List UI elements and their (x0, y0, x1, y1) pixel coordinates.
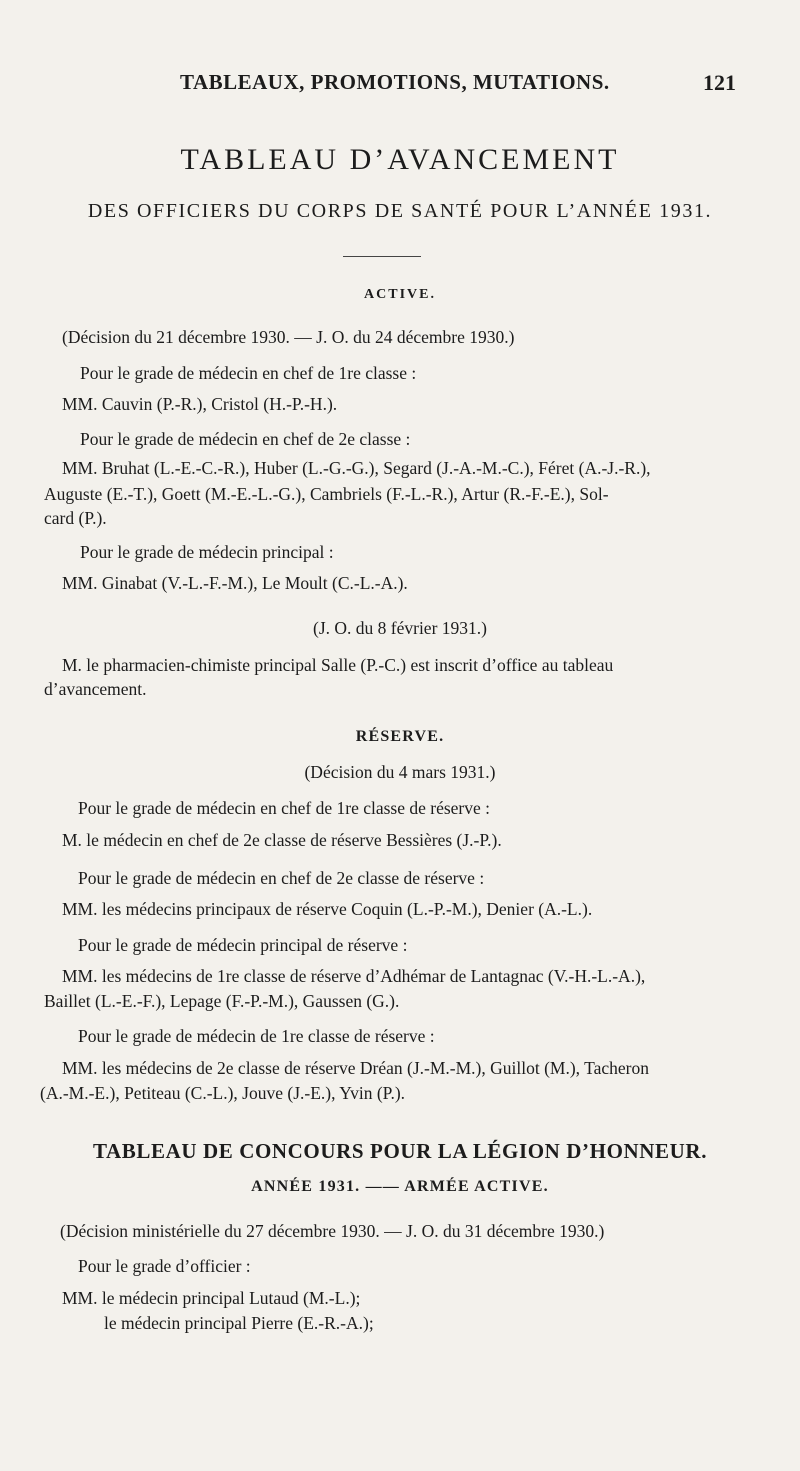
names-line: Baillet (L.-E.-F.), Lepage (F.-P.-M.), Gaussen (G.). (44, 991, 400, 1011)
section-heading-active: ACTIVE. (364, 287, 436, 302)
running-head: TABLEAUX, PROMOTIONS, MUTATIONS. (180, 70, 610, 94)
grade-heading: Pour le grade de médecin en chef de 2e classe de réserve : (78, 868, 485, 888)
page-subtitle: DES OFFICIERS DU CORPS DE SANTÉ POUR L’ANNÉE 1931. (87, 200, 713, 222)
grade-heading: Pour le grade de médecin de 1re classe de réserve : (78, 1026, 435, 1046)
names-line: MM. Bruhat (L.-E.-C.-R.), Huber (L.-G.-G.), Segard (J.-A.-M.-C.), Féret (A.-J.-R.), (62, 458, 651, 478)
names-line: MM. les médecins de 2e classe de réserve Dréan (J.-M.-M.), Guillot (M.), Tacheron (62, 1058, 649, 1078)
paragraph-line: M. le pharmacien-chimiste principal Salle (P.-C.) est inscrit d’office au tableau (62, 655, 614, 675)
grade-heading: Pour le grade de médecin principal de réserve : (78, 935, 408, 955)
section-subheading-legion: ANNÉE 1931. —— ARMÉE ACTIVE. (251, 1178, 549, 1195)
names-line: le médecin principal Pierre (E.-R.-A.); (104, 1313, 374, 1333)
grade-heading: Pour le grade de médecin principal : (80, 542, 334, 562)
paragraph-line: d’avancement. (44, 679, 147, 699)
page-number: 121 (703, 70, 736, 95)
grade-heading: Pour le grade de médecin en chef de 1re classe de réserve : (78, 798, 491, 818)
names-line: MM. Cauvin (P.-R.), Cristol (H.-P.-H.). (62, 394, 338, 414)
journal-officiel-line: (J. O. du 8 février 1931.) (313, 618, 487, 638)
names-line: (A.-M.-E.), Petiteau (C.-L.), Jouve (J.-E.), Yvin (P.). (40, 1083, 406, 1103)
names-line: Auguste (E.-T.), Goett (M.-E.-L.-G.), Cambriels (F.-L.-R.), Artur (R.-F.-E.), Sol- (44, 484, 609, 504)
title-rule (343, 256, 421, 257)
names-line: MM. les médecins principaux de réserve Coquin (L.-P.-M.), Denier (A.-L.). (62, 899, 593, 919)
section-heading-reserve: RÉSERVE. (355, 728, 445, 745)
grade-heading: Pour le grade d’officier : (78, 1256, 251, 1276)
names-line: MM. les médecins de 1re classe de réserve d’Adhémar de Lantagnac (V.-H.-L.-A.), (62, 966, 646, 986)
grade-heading: Pour le grade de médecin en chef de 1re classe : (80, 363, 417, 383)
names-line: card (P.). (44, 508, 107, 528)
names-line: M. le médecin en chef de 2e classe de réserve Bessières (J.-P.). (62, 830, 502, 850)
names-line: MM. Ginabat (V.-L.-F.-M.), Le Moult (C.-L.-A.). (62, 573, 408, 593)
grade-heading: Pour le grade de médecin en chef de 2e classe : (80, 429, 411, 449)
decision-line: (Décision ministérielle du 27 décembre 1930. — J. O. du 31 décembre 1930.) (60, 1221, 605, 1241)
page-title: TABLEAU D’AVANCEMENT (180, 143, 620, 176)
names-line: MM. le médecin principal Lutaud (M.-L.); (62, 1288, 361, 1308)
decision-line: (Décision du 4 mars 1931.) (304, 762, 496, 782)
section-heading-legion: TABLEAU DE CONCOURS POUR LA LÉGION D’HONNEUR. (92, 1139, 708, 1163)
decision-line: (Décision du 21 décembre 1930. — J. O. du 24 décembre 1930.) (62, 327, 515, 347)
